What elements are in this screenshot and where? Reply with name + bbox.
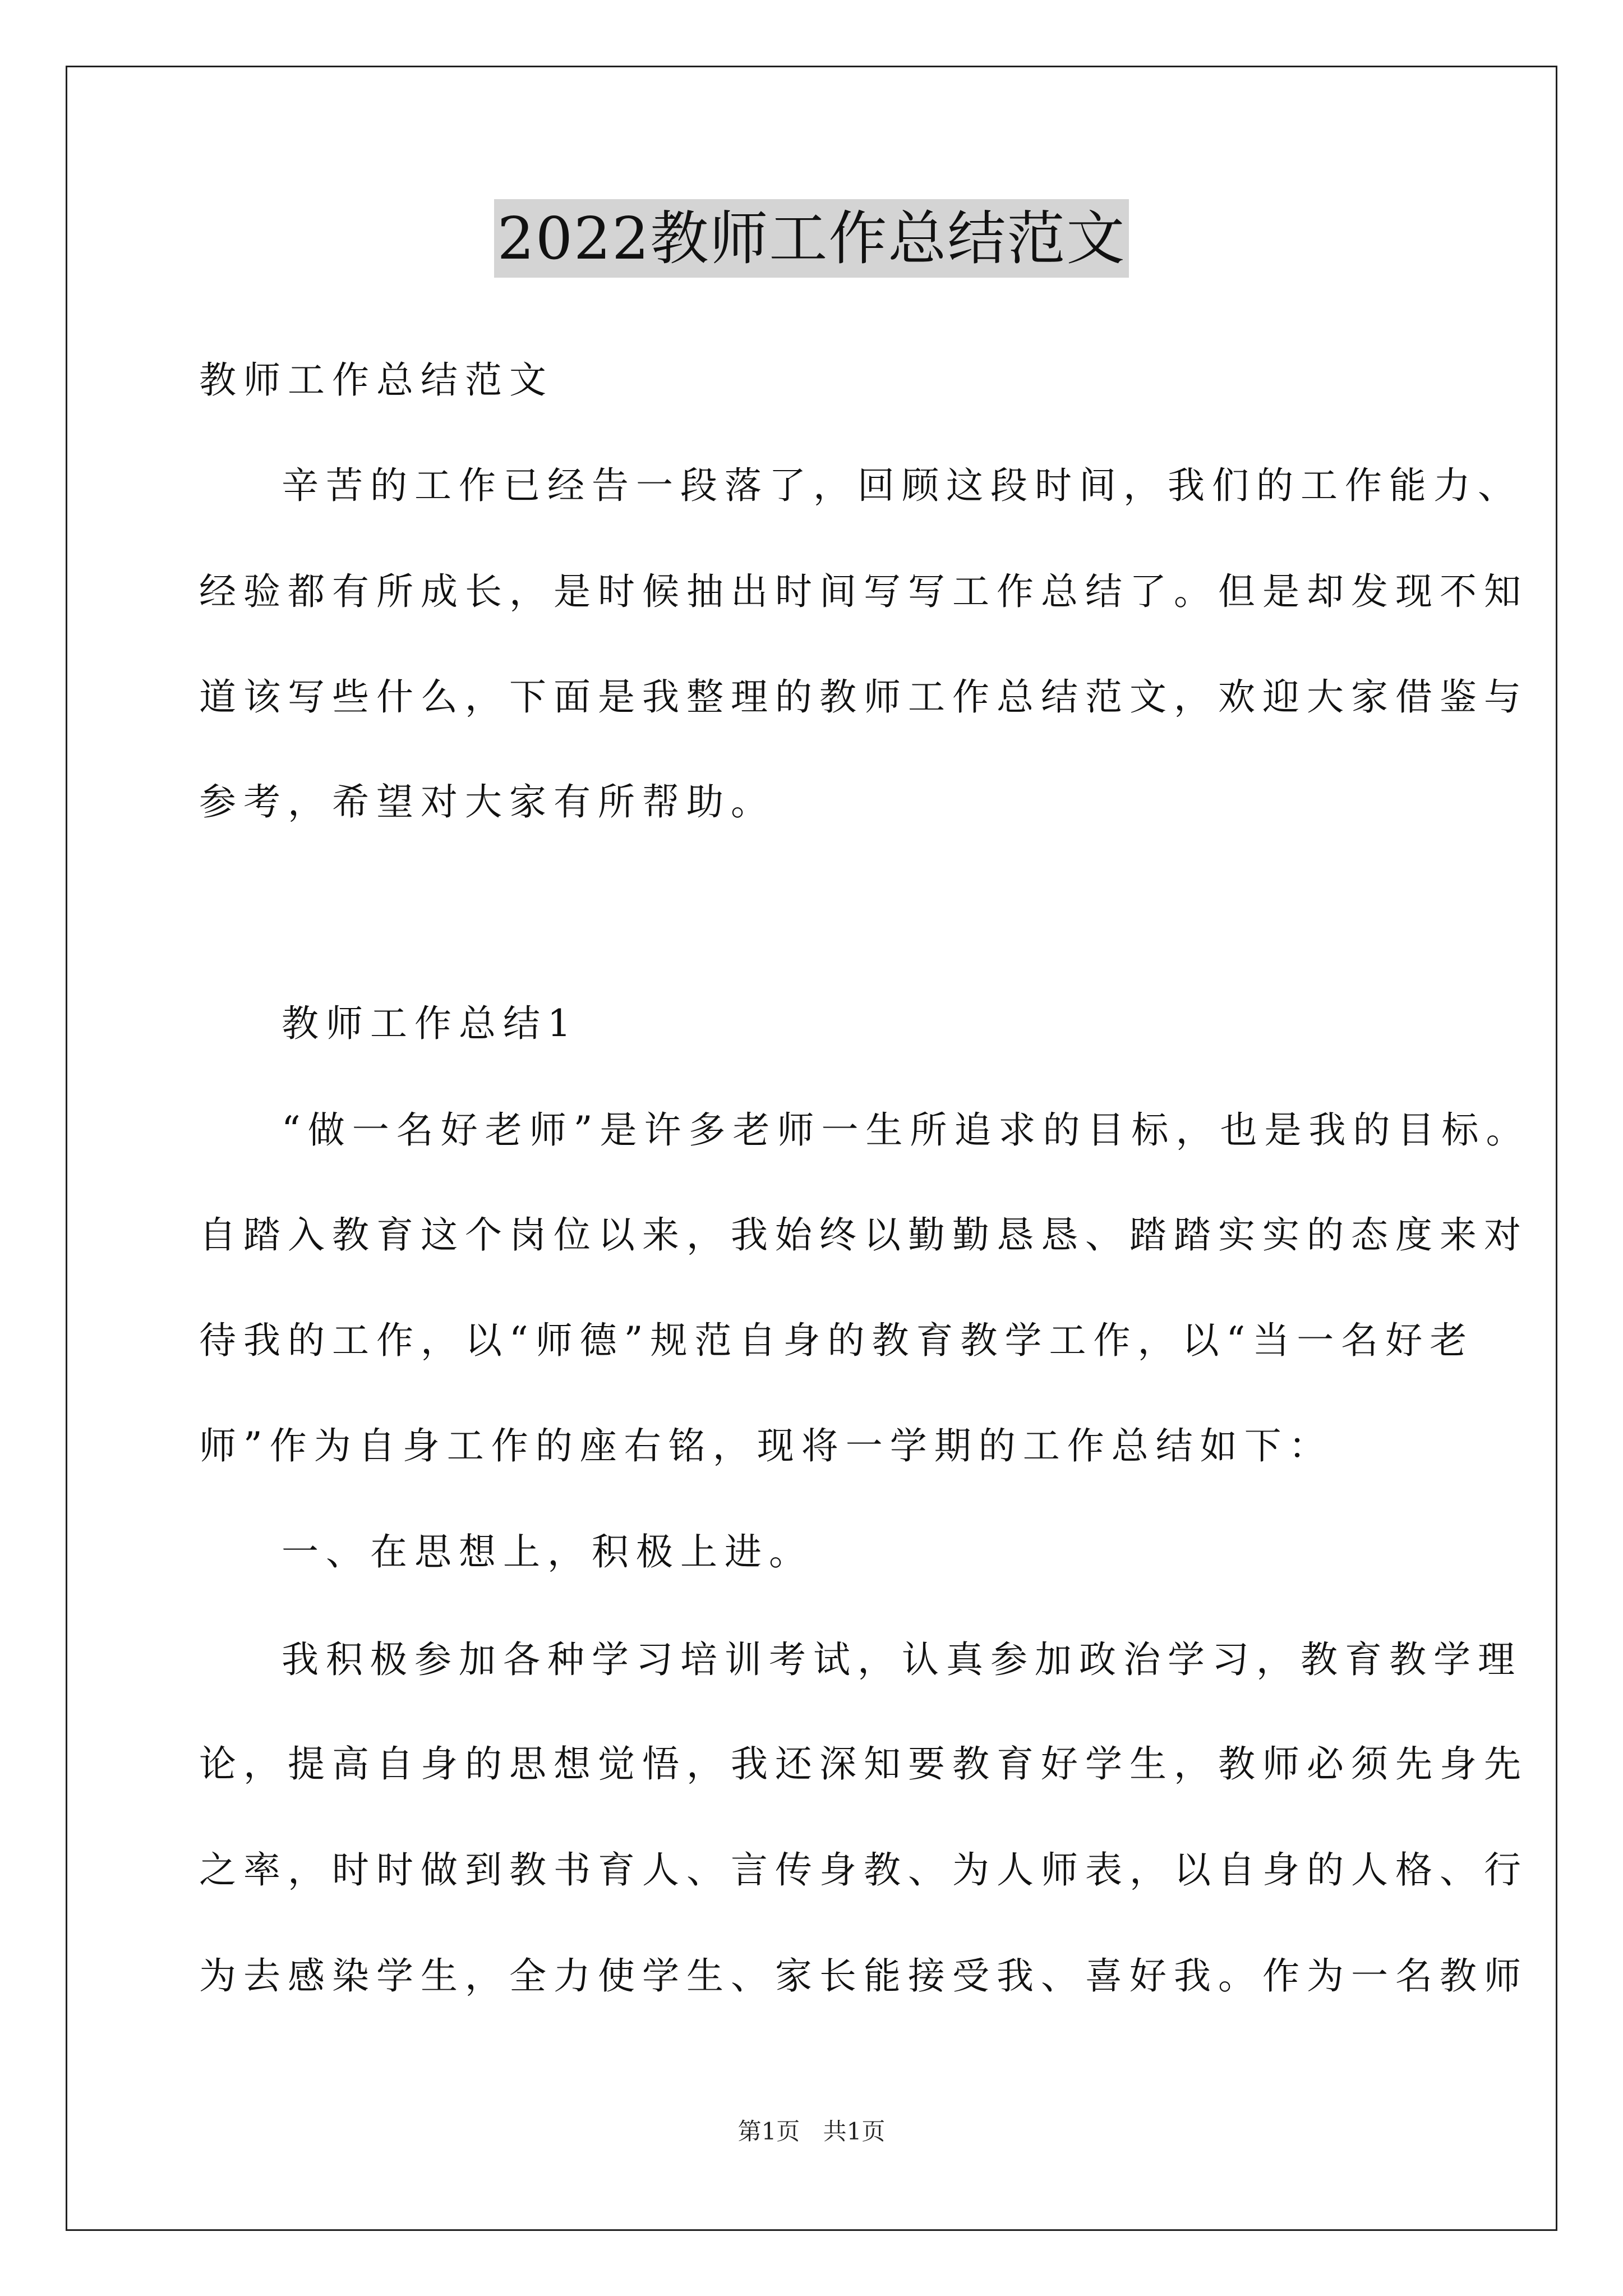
subtitle-line: 教师工作总结范文: [199, 358, 554, 402]
subsection-heading: 一、在思想上，积极上进。: [282, 1530, 813, 1573]
paragraph-line: 论，提高自身的思想觉悟，我还深知要教育好学生，教师必须先身先: [199, 1742, 1528, 1786]
document-title: 2022教师工作总结范文: [494, 199, 1129, 278]
paragraph-line: “做一名好老师”是许多老师一生所追求的目标，也是我的目标。: [282, 1108, 1530, 1152]
paragraph-line: 经验都有所成长，是时候抽出时间写写工作总结了。但是却发现不知: [199, 570, 1528, 613]
paragraph-line: 为去感染学生，全力使学生、家长能接受我、喜好我。作为一名教师: [199, 1954, 1528, 1998]
paragraph-line: 之率，时时做到教书育人、言传身教、为人师表，以自身的人格、行: [199, 1848, 1528, 1892]
page-total: 共1页: [823, 2118, 886, 2145]
page-number: 第1页: [737, 2118, 800, 2145]
paragraph-line: 辛苦的工作已经告一段落了，回顾这段时间，我们的工作能力、: [282, 464, 1522, 507]
paragraph-line: 待我的工作，以“师德”规范自身的教育教学工作，以“当一名好老: [199, 1319, 1474, 1362]
page-footer: [0, 2116, 1623, 2147]
paragraph-line: 自踏入教育这个岗位以来，我始终以勤勤恳恳、踏踏实实的态度来对: [199, 1213, 1528, 1257]
paragraph-line: 参考，希望对大家有所帮助。: [199, 780, 775, 823]
paragraph-line: 道该写些什么，下面是我整理的教师工作总结范文，欢迎大家借鉴与: [199, 675, 1528, 719]
paragraph-line: 师”作为自身工作的座右铭，现将一学期的工作总结如下：: [199, 1424, 1333, 1467]
title-container: [0, 199, 1623, 278]
paragraph-line: 我积极参加各种学习培训考试，认真参加政治学习，教育教学理: [282, 1638, 1522, 1681]
section-heading: 教师工作总结1: [282, 1002, 578, 1045]
